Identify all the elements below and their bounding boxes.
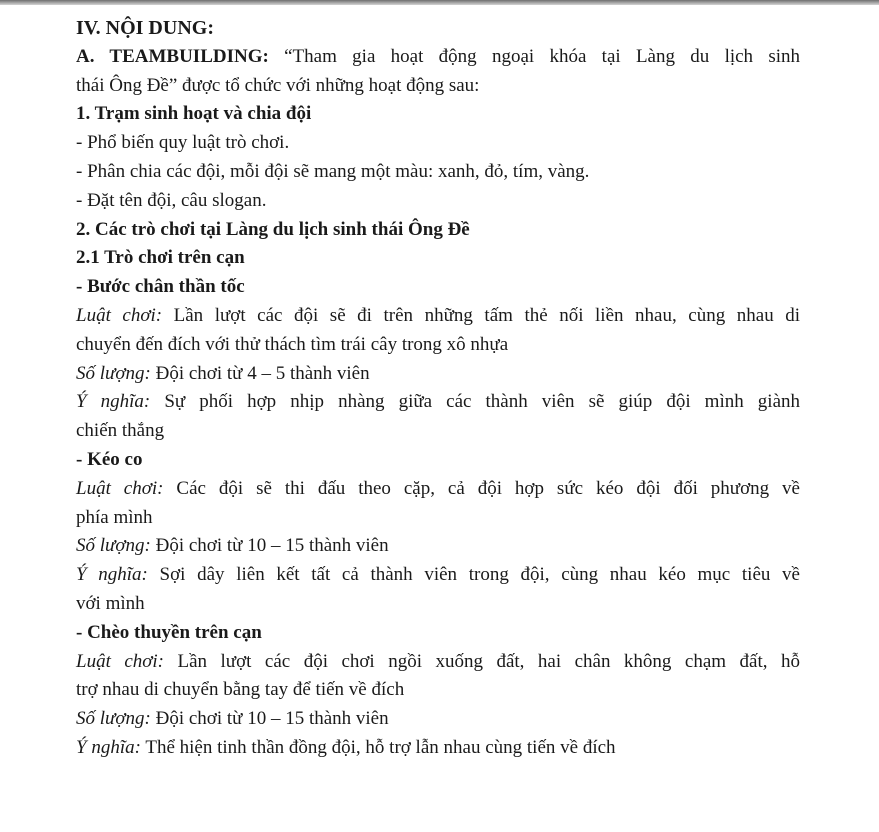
game-rule-line-2: chuyển đến đích với thử thách tìm trái cây trong xô nhựa — [76, 333, 509, 355]
game-count-line — [76, 360, 800, 389]
game-meaning-line-1 — [76, 561, 800, 590]
rule-label: Luật chơi: — [76, 477, 164, 499]
meaning-label: Ý nghĩa: — [76, 736, 141, 758]
game-rule-line-1 — [76, 648, 800, 677]
window-top-edge — [0, 0, 879, 5]
game-title: - Kéo co — [76, 448, 143, 470]
game-count-text: Đội chơi từ 10 – 15 thành viên — [155, 708, 389, 730]
count-label: Số lượng: — [76, 535, 151, 557]
game-meaning-line-2: chiến thắng — [76, 420, 165, 442]
rule-label: Luật chơi: — [76, 650, 165, 672]
meaning-label: Ý nghĩa: — [76, 564, 148, 586]
game-meaning-line-1 — [76, 388, 800, 417]
teambuilding-text-1: “Tham gia hoạt động ngoại khóa tại Làng du lịch sinh — [284, 45, 801, 67]
rule-label: Luật chơi: — [76, 304, 163, 326]
game-count-text: Đội chơi từ 4 – 5 thành viên — [155, 362, 370, 384]
game-count-line — [76, 532, 800, 561]
teambuilding-paragraph — [76, 43, 800, 101]
part2-subtitle: 2.1 Trò chơi trên cạn — [76, 247, 245, 269]
game-rule-line-1 — [76, 475, 800, 504]
game-rule-line-1 — [76, 302, 800, 331]
game-count-line — [76, 705, 800, 734]
game-rule-text: Các đội sẽ thi đấu theo cặp, cả đội hợp sức kéo đội đối phương về — [176, 477, 800, 499]
game-rule-line-2: phía mình — [76, 506, 153, 528]
game-rule-line-2: trợ nhau di chuyển bằng tay để tiến về đích — [76, 679, 405, 701]
teambuilding-label: A. TEAMBUILDING: — [76, 45, 269, 67]
meaning-label: Ý nghĩa: — [76, 391, 151, 413]
count-label: Số lượng: — [76, 708, 151, 730]
game-title: - Bước chân thần tốc — [76, 276, 245, 298]
game-meaning-line-2: với mình — [76, 592, 145, 614]
teambuilding-text-2: thái Ông Đề” được tổ chức với những hoạt động sau: — [76, 74, 480, 96]
part1-item: - Phân chia các đội, mỗi đội sẽ mang một màu: xanh, đỏ, tím, vàng. — [76, 160, 590, 182]
part1-item: - Đặt tên đội, câu slogan. — [76, 189, 267, 211]
game-meaning-text: Sự phối hợp nhịp nhàng giữa các thành viên sẽ giúp đội mình giành — [164, 391, 800, 413]
game-rule-text: Lần lượt các đội sẽ đi trên những tấm thẻ nối liền nhau, cùng nhau di — [173, 304, 801, 326]
count-label: Số lượng: — [76, 362, 151, 384]
part1-item: - Phổ biến quy luật trò chơi. — [76, 132, 290, 154]
section-title: IV. NỘI DUNG: — [76, 17, 214, 39]
game-meaning-text: Sợi dây liên kết tất cả thành viên trong đội, cùng nhau kéo mục tiêu về — [159, 564, 800, 586]
game-meaning-line-1 — [76, 734, 800, 763]
game-count-text: Đội chơi từ 10 – 15 thành viên — [155, 535, 389, 557]
game-meaning-text: Thể hiện tinh thần đồng đội, hỗ trợ lẫn nhau cùng tiến về đích — [145, 736, 616, 758]
part1-title: 1. Trạm sinh hoạt và chia đội — [76, 103, 312, 125]
game-title: - Chèo thuyền trên cạn — [76, 621, 262, 643]
part2-title: 2. Các trò chơi tại Làng du lịch sinh thái Ông Đề — [76, 218, 470, 240]
teambuilding-line-1 — [76, 43, 800, 72]
game-rule-text: Lần lượt các đội chơi ngồi xuống đất, hai chân không chạm đất, hỗ — [177, 650, 800, 672]
document-page — [76, 14, 800, 763]
